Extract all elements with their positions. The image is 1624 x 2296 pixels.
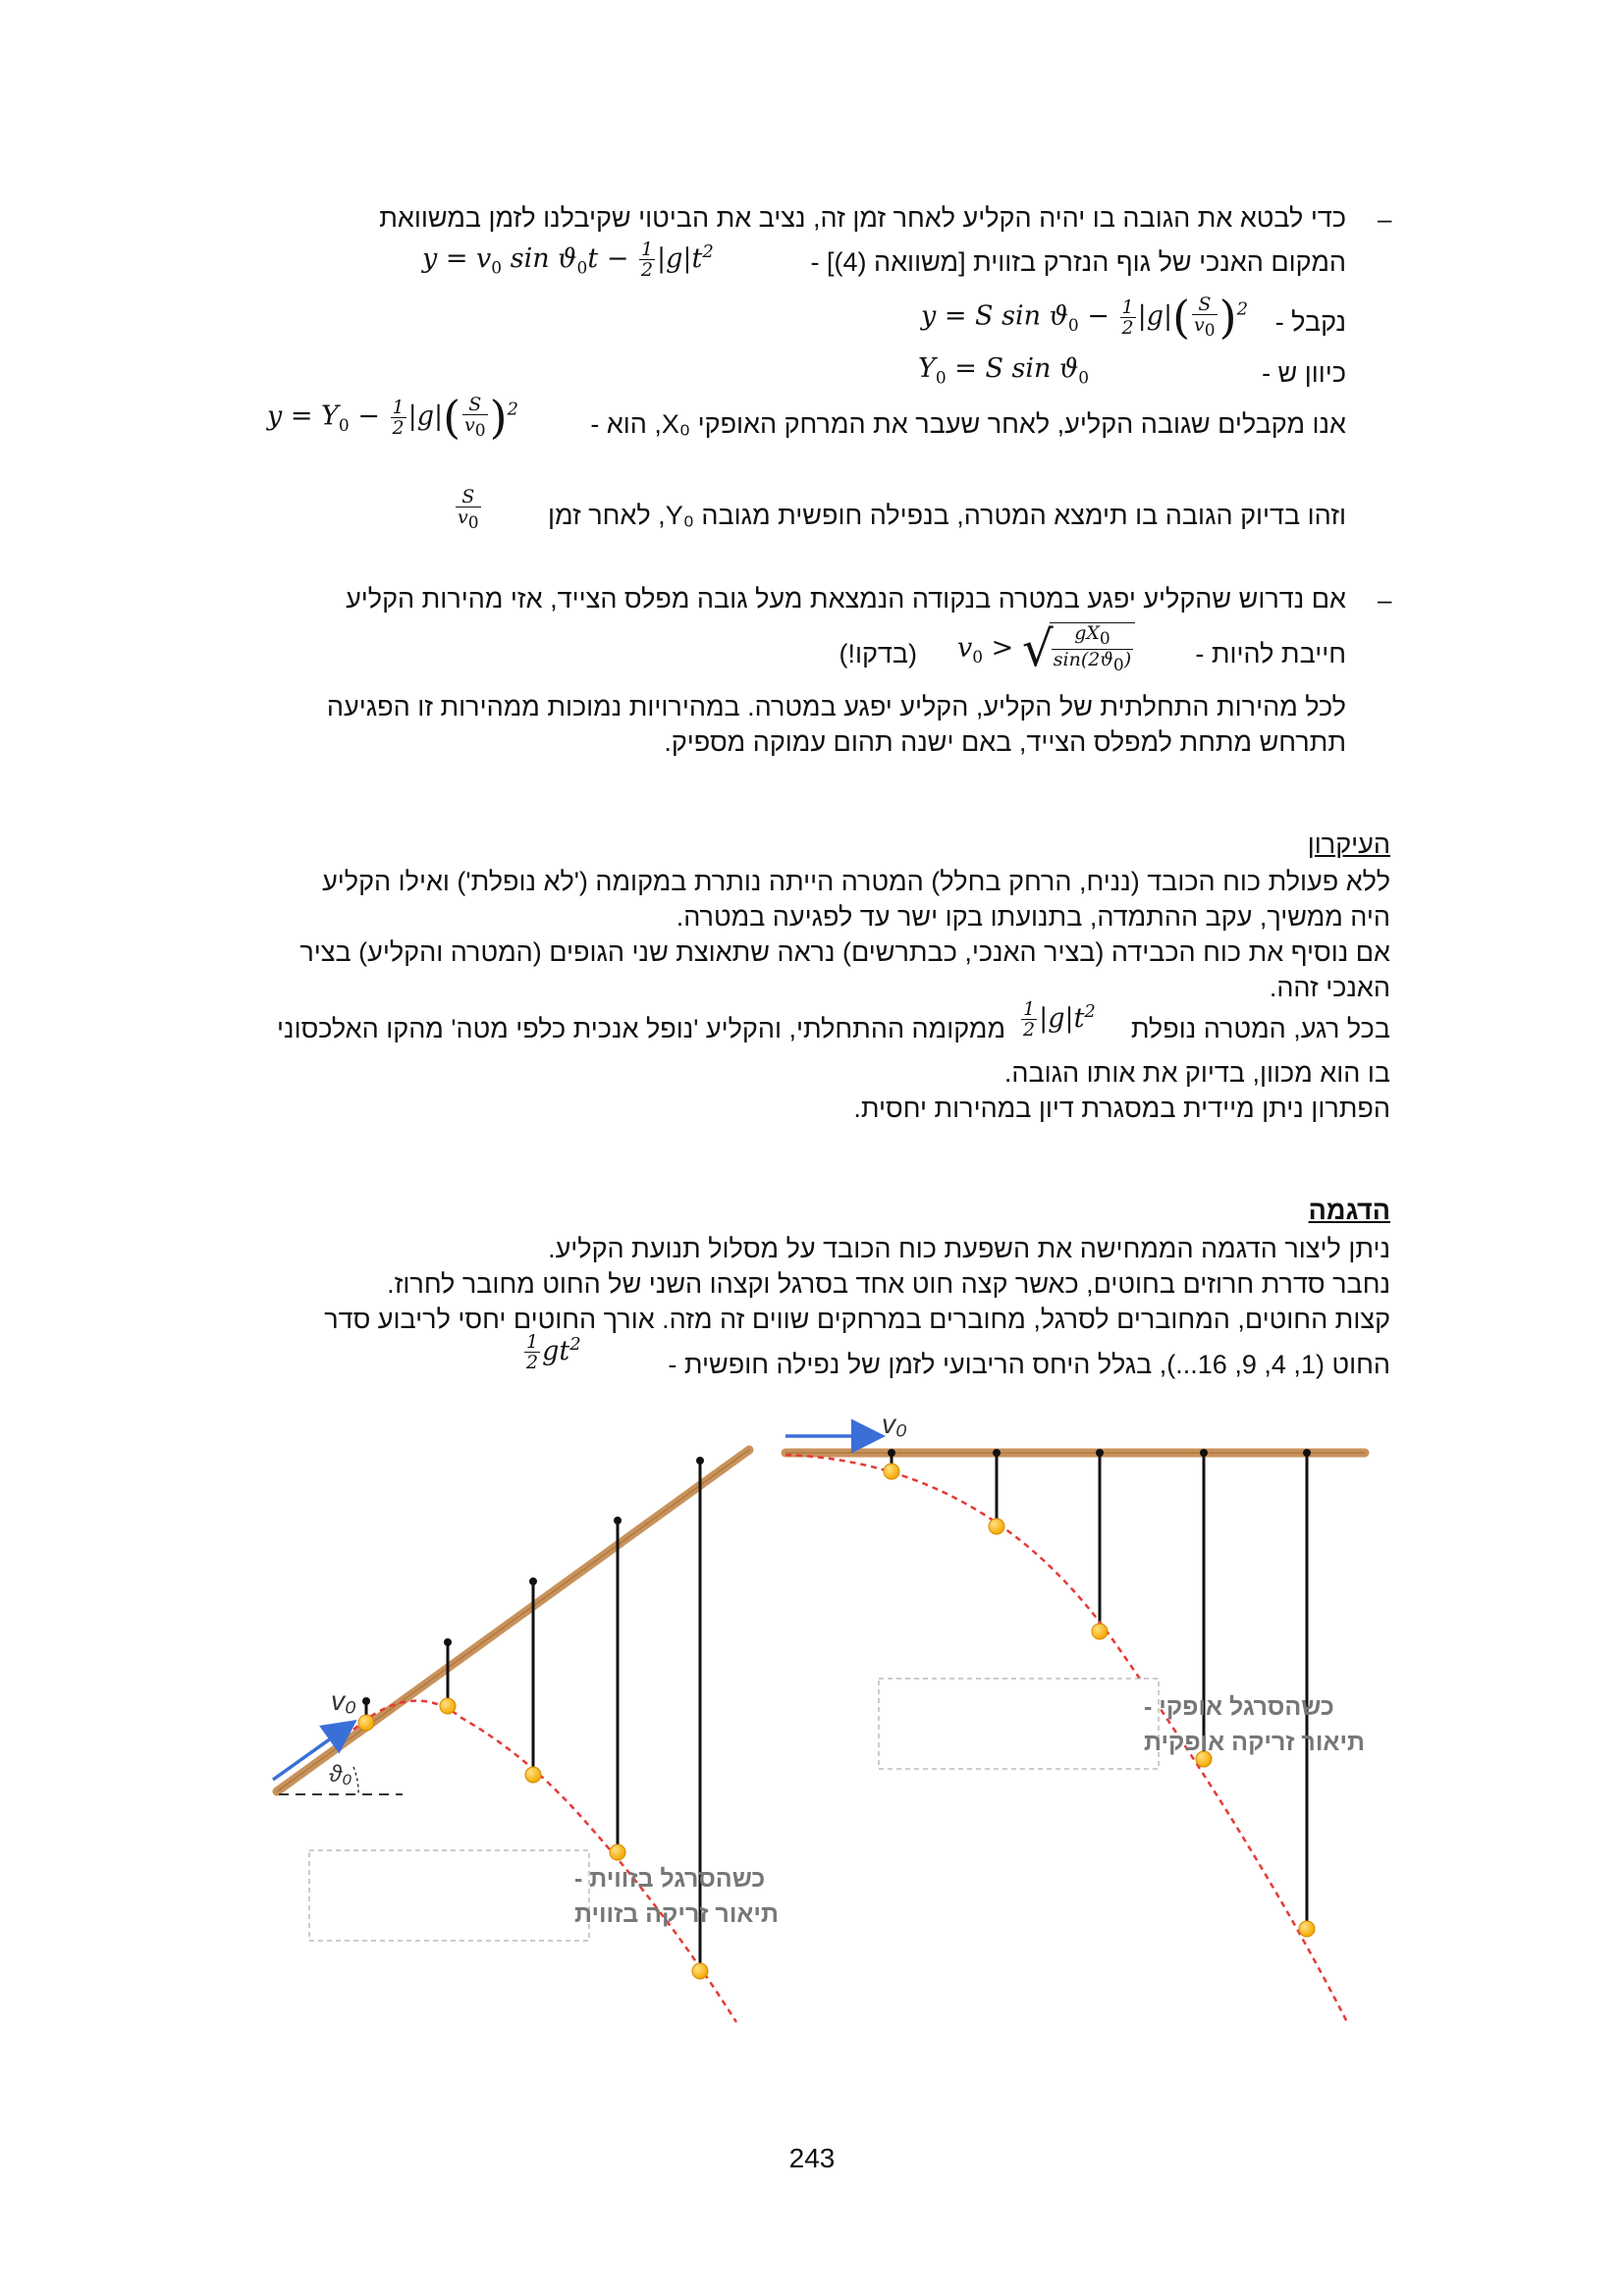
principle-line5b: ממקומה ההתחלתי, והקליע 'נופל אנכית כלפי מטה' מהקו האלכסוני [277, 1014, 1005, 1043]
bullet2-line1: אם נדרוש שהקליע יפגע במטרה בנקודה הנמצאת מעל גובה מפלס הצייד, אזי מהירות הקליע [346, 584, 1346, 614]
demo-line2: נחבר סדרת חרוזים בחוטים, כאשר קצה חוט אחד בסרגל וקצהו השני של החוט מחובר לחרוז. [387, 1269, 1390, 1299]
bead [610, 1844, 625, 1860]
horizontal-throw-illustration [785, 1409, 1365, 2022]
principle-heading: העיקרון [1307, 829, 1390, 859]
bead [440, 1698, 456, 1714]
principle-line1: ללא פעולת כוח הכובד (נניח, הרחק בחלל) המטרה הייתה נותרת במקומה ('לא נופלת') ואילו הקליע [322, 867, 1390, 896]
caption-horizontal-line1: כשהסרגל אופקי - [1144, 1693, 1334, 1721]
angled-throw-illustration [273, 1450, 779, 2022]
v0-label-right: v₀ [882, 1409, 907, 1439]
bullet1-line5: אנו מקבלים שגובה הקליע, לאחר שעבר את המרחק האופקי X₀, הוא - [590, 409, 1346, 439]
bead [525, 1767, 541, 1783]
bullet1-line1: כדי לבטא את הגובה בו יהיה הקליע לאחר זמן זה, נציב את הביטוי שקיבלנו לזמן במשוואת [379, 203, 1346, 233]
equation-time: $\frac{S}{v0}$ [458, 486, 479, 533]
equation-condition: $v_0$ > √ $\frac{gX0}{\sin(2ϑ0)}$ [957, 620, 1135, 677]
caption-box-angled [309, 1850, 589, 1941]
bullet2-line3: לכל מהירות התחלתית של הקליע, הקליע יפגע במטרה. במהירויות נמוכות ממהירות זו הפגיעה [326, 692, 1346, 721]
string-anchor [444, 1638, 452, 1646]
bullet1-line6: וזהו בדיוק הגובה בו תימצא המטרה, בנפילה חופשית מגובה Y₀, לאחר זמן [547, 501, 1346, 530]
bullet2-line2: חייבת להיות - [1195, 639, 1346, 668]
string-anchor [614, 1517, 622, 1524]
equation-substituted: y = S $\sin ϑ_0$ − $\frac{1}{2}$ |g|( $\frac{S}{v0}$ )$^2$ [921, 291, 1249, 344]
caption-angled-line2: תיאור זריקה בזווית [574, 1900, 779, 1928]
string-anchor [1303, 1449, 1311, 1457]
bullet2-line4: תתרחש מתחת למפלס הצייד, באם ישנה תהום עמוקה מספיק. [664, 727, 1346, 757]
caption-angled-line1: כשהסרגל בזווית - [574, 1865, 766, 1893]
principle-line2: היה ממשיך, עקב ההתמדה, בתנועתו בקו ישר עד לפגיעה במטרה. [676, 902, 1390, 932]
demo-line1: ניתן ליצור הדגמה הממחישה את השפעת כוח הכובד על מסלול תנועת הקליע. [548, 1234, 1390, 1263]
page-number: 243 [788, 2143, 836, 2173]
string-anchor [993, 1449, 1001, 1457]
angle-label: ϑ₀ [329, 1761, 352, 1788]
v0-label-left: v₀ [331, 1685, 356, 1716]
equation-position: $y = v_0$ $\sin ϑ_0t$ − $\frac{1}{2}$ $|g|t^2$ [422, 239, 714, 281]
equation-fall: $\frac{1}{2}$ $|g|t^2$ [1023, 998, 1096, 1041]
equation-free-fall: $\frac{1}{2}$ $gt^2$ [526, 1331, 581, 1373]
string-anchor [529, 1577, 537, 1585]
string-anchor [1200, 1449, 1208, 1457]
bullet1-line2: המקום האנכי של גוף הנזרק בזווית [משוואה (4)] - [810, 247, 1346, 277]
caption-box-horizontal [879, 1679, 1159, 1769]
string-anchor [1096, 1449, 1104, 1457]
demo-line4: החוט (1, 4, 9, 16...), בגלל היחס הריבועי לזמן של נפילה חופשית - [668, 1350, 1390, 1379]
demo-line3: קצות החוטים, המחוברים לסרגל, מחוברים במרחקים שווים זה מזה. אורך החוטים יחסי לריבוע סדר [324, 1305, 1390, 1334]
bullet-marker: – [1378, 204, 1392, 234]
principle-line4: האנכי זהה. [1269, 973, 1390, 1002]
principle-line7: הפתרון ניתן מיידית במסגרת דיון במהירות יחסית. [853, 1094, 1390, 1123]
bullet1-line3: נקבל - [1274, 307, 1346, 337]
caption-horizontal-line2: תיאור זריקה אופקית [1144, 1729, 1365, 1756]
angle-arc [353, 1767, 358, 1794]
principle-line5a: בכל רגע, המטרה נופלת [1130, 1014, 1390, 1043]
bead [884, 1464, 899, 1479]
check-note: (בדקו!) [839, 639, 917, 668]
principle-line6: בו הוא מכוון, בדיוק את אותו הגובה. [1003, 1058, 1390, 1088]
bead [1092, 1624, 1108, 1639]
principle-line3: אם נוסיף את כוח הכבידה (בציר האנכי, כבתרשים) נראה שתאוצת שני הגופים (המטרה והקליע) בציר [299, 937, 1390, 967]
string-anchor [696, 1457, 704, 1465]
bullet-marker: – [1378, 585, 1392, 614]
bead [989, 1519, 1004, 1534]
equation-result: $y = Y_0$ − $\frac{1}{2}$ |g|( $\frac{S}{v0}$ )$^2$ [267, 391, 518, 444]
bead [692, 1963, 708, 1979]
string-anchor [362, 1697, 370, 1705]
equation-height: $Y_0 = S$ $\sin ϑ_0$ [918, 353, 1090, 389]
demo-heading: הדגמה [1308, 1196, 1390, 1225]
bead [358, 1715, 374, 1731]
string-anchor [888, 1449, 895, 1457]
bullet1-line4: כיוון ש - [1262, 358, 1346, 388]
bead [1299, 1921, 1315, 1937]
